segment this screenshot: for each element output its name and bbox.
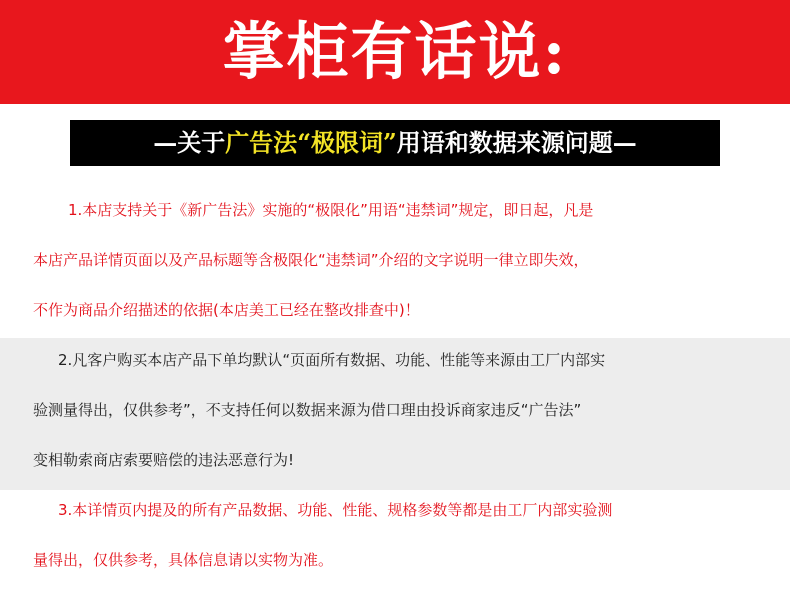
subheader-suffix: 用语和数据来源问题— [396, 128, 637, 157]
subheader-bar [70, 120, 720, 166]
subheader-highlight-extreme-words: “极限词” [297, 128, 397, 157]
paragraph-line: 1.本店支持关于《新广告法》实施的“极限化”用语“违禁词”规定，即日起，凡是 [68, 201, 594, 219]
paragraph-line: 量得出，仅供参考，具体信息请以实物为准。 [33, 551, 334, 569]
paragraph-3 [0, 490, 790, 594]
paragraph-line: 变相勒索商店索要赔偿的违法恶意行为! [33, 451, 295, 469]
paragraph-line: 2.凡客户购买本店产品下单均默认“页面所有数据、功能、性能等来源由工厂内部实 [58, 351, 606, 369]
paragraph-line: 本店产品详情页面以及产品标题等含极限化“违禁词”介绍的文字说明一律立即失效， [33, 251, 589, 269]
paragraph-2 [0, 338, 790, 490]
paragraph-line: 验测量得出，仅供参考”，不支持任何以数据来源为借口理由投诉商家违反“广告法” [33, 401, 582, 419]
paragraph-line: 不作为商品介绍描述的依据(本店美工已经在整改排查中)！ [33, 301, 420, 319]
paragraph-line: 3.本详情页内提及的所有产品数据、功能、性能、规格参数等都是由工厂内部实验测 [58, 501, 613, 519]
header-banner [0, 0, 790, 104]
banner-title: 掌柜有话说: [222, 15, 568, 88]
paragraph-1 [0, 166, 790, 338]
subheader-prefix: —关于 [153, 128, 226, 157]
subheader-highlight-ad-law: 广告法 [225, 128, 298, 157]
